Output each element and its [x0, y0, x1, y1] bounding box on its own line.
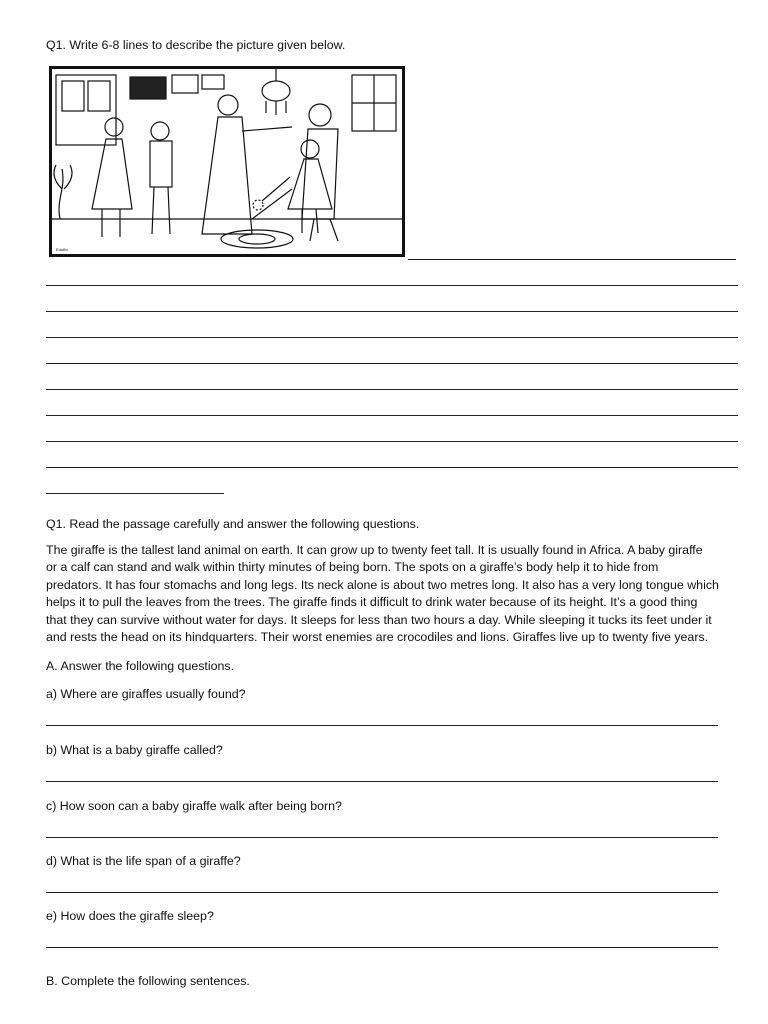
answer-line [46, 947, 718, 948]
answer-line [46, 892, 718, 893]
question-2-heading: Q1. Read the passage carefully and answer the following questions. [46, 517, 420, 531]
picture-credit: Eduflix [56, 247, 69, 252]
passage-line: helps it to pull the leaves from the trees. The giraffe finds it difficult to drink water because of its height. It’s a good thing [46, 595, 698, 610]
passage-line: or a calf can stand and walk within thirty minutes of being born. The spots on a giraffe’s body help it to hide from [46, 560, 659, 575]
part-b-heading: B. Complete the following sentences. [46, 974, 250, 988]
festival-family-picture [49, 66, 405, 257]
writing-line [46, 363, 738, 364]
part-a-heading: A. Answer the following questions. [46, 659, 235, 673]
question-b: b) What is a baby giraffe called? [46, 743, 223, 757]
picture-drawing [52, 69, 402, 254]
passage-line: that they can survive without water for days. It sleeps for less than two hours a day. While sleeping it tucks its feet under it [46, 612, 712, 627]
writing-line [46, 415, 738, 416]
writing-line [46, 285, 738, 286]
writing-line [46, 493, 224, 494]
writing-line [46, 441, 738, 442]
question-a: a) Where are giraffes usually found? [46, 687, 246, 701]
passage-line: The giraffe is the tallest land animal on earth. It can grow up to twenty feet tall. It is usually found in Africa. A baby giraffe [46, 543, 703, 557]
passage-line: predators. It has four stomachs and long legs. Its neck alone is about two metres long. It also has a very long tongue which [46, 577, 719, 592]
answer-line [46, 837, 718, 838]
answer-line [46, 725, 718, 726]
writing-line [46, 337, 738, 338]
passage-line: and rests the head on its hindquarters. Their worst enemies are crocodiles and lions. Giraffes live up to twenty five years. [46, 630, 709, 645]
question-1-heading: Q1. Write 6-8 lines to describe the picture given below. [46, 38, 346, 52]
answer-line [46, 781, 718, 782]
question-e: e) How does the giraffe sleep? [46, 909, 214, 923]
question-d: d) What is the life span of a giraffe? [46, 854, 241, 868]
writing-line [46, 311, 738, 312]
writing-line [46, 467, 738, 468]
writing-line [46, 389, 738, 390]
giraffe-passage [46, 542, 746, 646]
writing-line [408, 259, 736, 260]
question-c: c) How soon can a baby giraffe walk after being born? [46, 799, 342, 813]
